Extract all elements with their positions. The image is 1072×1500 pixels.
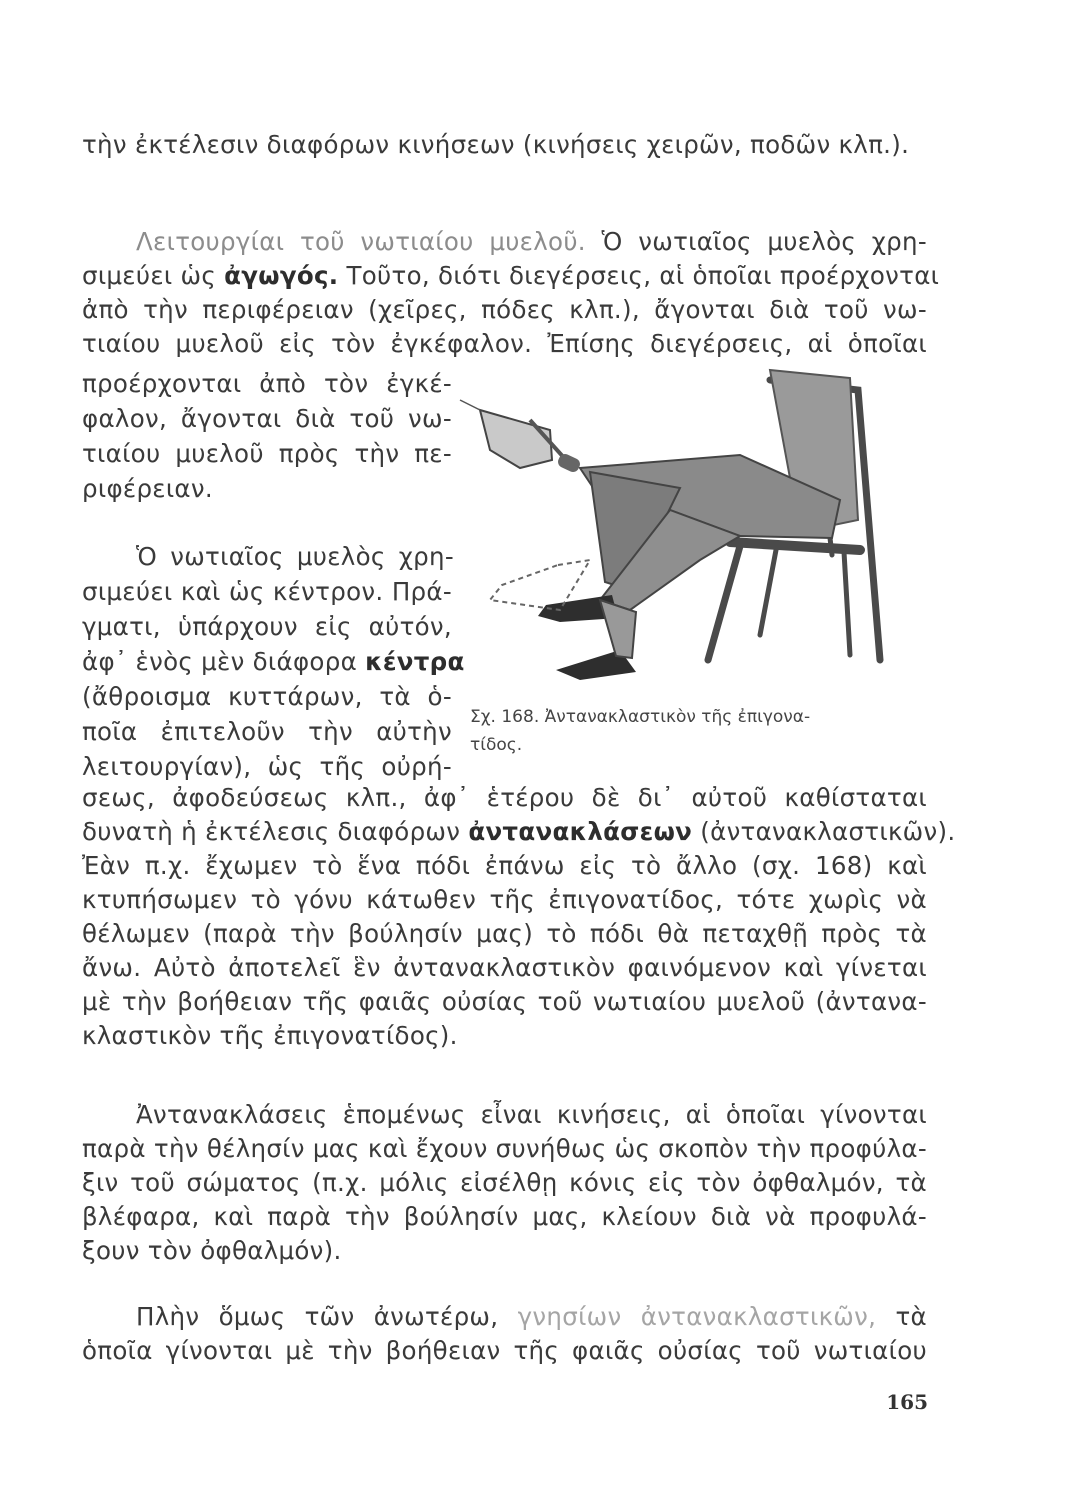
text-line: βλέφαρα, καὶ παρὰ τὴν βούλησίν μας, κλείουν διὰ νὰ προφυλά- [82,1202,927,1231]
figure-caption: Σχ. 168. Ἀντανακλαστικὸν τῆς ἐπιγονα- [470,707,811,727]
text-line: κτυπήσωμεν τὸ γόνυ κάτωθεν τῆς ἐπιγονατίδος, τότε χωρὶς νὰ [82,885,927,914]
text-line: θέλωμεν (παρὰ τὴν βούλησίν μας) τὸ πόδι θὰ πεταχθῇ πρὸς τὰ [82,919,927,948]
text-line: λειτουργίαν), ὡς τῆς οὐρή- [82,752,452,781]
seated-person-icon [490,370,858,680]
knee-reflex-illustration [440,360,920,700]
text-line: ποῖα ἐπιτελοῦν τὴν αὐτὴν [82,717,452,746]
text-line: σιμεύει καὶ ὡς κέντρον. Πρά- [82,577,452,606]
section-heading: Λειτουργίαι τοῦ νωτιαίου μυελοῦ. [136,227,586,256]
bold-term: ἀγωγός. [224,261,339,290]
text-line: ξιν τοῦ σώματος (π.χ. μόλις εἰσέλθῃ κόνις εἰς τὸν ὀφθαλμόν, τὰ [82,1168,927,1197]
text-line: (ἄθροισμα κυττάρων, τὰ ὁ- [82,682,452,711]
text-line: σιμεύει ὡς ἀγωγός. Τοῦτο, διότι διεγέρσεις, αἱ ὁποῖαι προέρχονται [82,261,940,290]
text-line: τιαίου μυελοῦ πρὸς τὴν πε- [82,439,452,468]
bold-term: κέντρα [365,647,465,676]
page-number: 165 [886,1390,928,1414]
text-line: ξουν τὸν ὀφθαλμόν). [82,1236,342,1265]
text-line: προέρχονται ἀπὸ τὸν ἐγκέ- [82,369,452,398]
text-line: ριφέρειαν. [82,474,213,503]
text-line: ἄνω. Αὐτὸ ἀποτελεῖ ἓν ἀντανακλαστικὸν φαινόμενον καὶ γίνεται [82,953,927,982]
text-line: δυνατὴ ἡ ἐκτέλεσις διαφόρων ἀντανακλάσεων (ἀντανακλαστικῶν). [82,817,956,846]
text-line: κλαστικὸν τῆς ἐπιγονατίδος). [82,1021,458,1050]
text-line: τιαίου μυελοῦ εἰς τὸν ἐγκέφαλον. Ἐπίσης διεγέρσεις, αἱ ὁποῖαι [82,329,927,358]
text-line: μὲ τὴν βοήθειαν τῆς φαιᾶς οὐσίας τοῦ νωτιαίου μυελοῦ (ἀντανα- [82,987,927,1016]
text-line: ἀφ᾿ ἑνὸς μὲν διάφορα κέντρα [82,647,465,676]
text-line: ἀπὸ τὴν περιφέρειαν (χεῖρες, πόδες κλπ.), ἄγονται διὰ τοῦ νω- [82,295,927,324]
text-line: γματι, ὑπάρχουν εἰς αὐτόν, [82,612,452,641]
text-line: σεως, ἀφοδεύσεως κλπ., ἀφ᾿ ἑτέρου δὲ δι᾿ αὐτοῦ καθίσταται [82,783,927,812]
text-line: φαλον, ἄγονται διὰ τοῦ νω- [82,404,452,433]
figure-caption: τίδος. [470,735,523,755]
text-line: παρὰ τὴν θέλησίν μας καὶ ἔχουν συνήθως ὡς σκοπὸν τὴν προφύλα- [82,1134,927,1163]
bold-term: ἀντανακλάσεων [468,817,693,846]
text-line: Λειτουργίαι τοῦ νωτιαίου μυελοῦ. Ὁ νωτιαῖος μυελὸς χρη- [136,227,927,256]
text-line: ὁποῖα γίνονται μὲ τὴν βοήθειαν τῆς φαιᾶς οὐσίας τοῦ νωτιαίου [82,1336,927,1365]
text-line: Ἀντανακλάσεις ἑπομένως εἶναι κινήσεις, αἱ ὁποῖαι γίνονται [136,1100,927,1129]
faded-term: γνησίων ἀντανακλαστικῶν, [517,1302,877,1331]
hand-with-hammer-icon [460,400,582,474]
text-line: Ὁ νωτιαῖος μυελὸς χρη- [136,542,454,571]
text-line: Πλὴν ὅμως τῶν ἀνωτέρω, γνησίων ἀντανακλαστικῶν, τὰ [136,1302,927,1331]
text-line: τὴν ἐκτέλεσιν διαφόρων κινήσεων (κινήσεις χειρῶν, ποδῶν κλπ.). [82,130,910,159]
text-line: Ἐὰν π.χ. ἔχωμεν τὸ ἕνα πόδι ἐπάνω εἰς τὸ ἄλλο (σχ. 168) καὶ [82,851,927,880]
